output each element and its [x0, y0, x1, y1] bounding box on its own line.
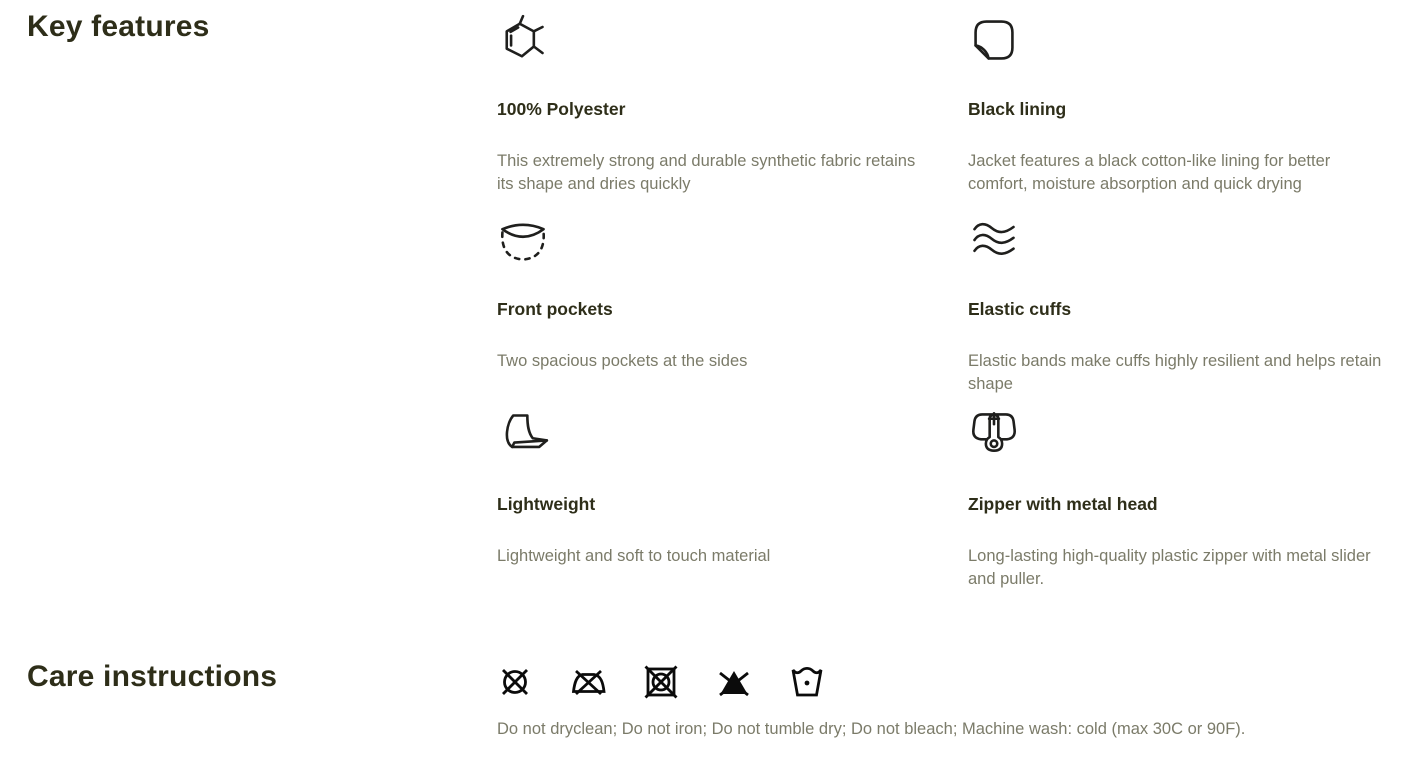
zipper-pull-icon [968, 409, 1385, 461]
feature-title: Elastic cuffs [968, 299, 1072, 319]
lining-swatch-icon [968, 14, 1385, 66]
feature-title: Front pockets [497, 299, 613, 319]
machine-wash-cold-icon [789, 664, 825, 700]
care-icons-row [497, 664, 825, 700]
feature-title: 100% Polyester [497, 99, 626, 119]
feature-description: This extremely strong and durable synthetic fabric retains its shape and dries quickly [497, 152, 916, 193]
feature-title: Lightweight [497, 494, 596, 514]
feature-description: Long-lasting high-quality plastic zipper with metal slider and puller. [968, 547, 1371, 588]
key-features-heading: Key features [27, 10, 210, 43]
care-instructions-text: Do not dryclean; Do not iron; Do not tumble dry; Do not bleach; Machine wash: cold (max 30C or 90F). [497, 720, 1246, 738]
feature-card-lining [968, 14, 1385, 214]
care-instructions-heading: Care instructions [27, 660, 278, 693]
feature-card-pockets [497, 214, 968, 409]
feature-card-zipper [968, 409, 1385, 591]
feature-card-polyester [497, 14, 968, 214]
elastic-waves-icon [968, 214, 1385, 266]
do-not-bleach-icon [716, 664, 752, 700]
polyester-molecule-icon [497, 14, 929, 66]
feature-card-cuffs [968, 214, 1385, 409]
feature-description: Two spacious pockets at the sides [497, 352, 748, 370]
pocket-icon [497, 214, 929, 266]
do-not-dryclean-icon [497, 664, 533, 700]
feature-card-lightweight [497, 409, 968, 591]
feature-description: Lightweight and soft to touch material [497, 547, 771, 565]
do-not-iron-icon [570, 664, 606, 700]
do-not-tumble-dry-icon [643, 664, 679, 700]
features-grid [497, 14, 1385, 591]
feature-title: Zipper with metal head [968, 494, 1158, 514]
feature-title: Black lining [968, 99, 1067, 119]
feature-description: Jacket features a black cotton-like lining for better comfort, moisture absorption and quick drying [968, 152, 1331, 193]
lightweight-sheet-icon [497, 409, 929, 461]
feature-description: Elastic bands make cuffs highly resilient and helps retain shape [968, 352, 1382, 393]
